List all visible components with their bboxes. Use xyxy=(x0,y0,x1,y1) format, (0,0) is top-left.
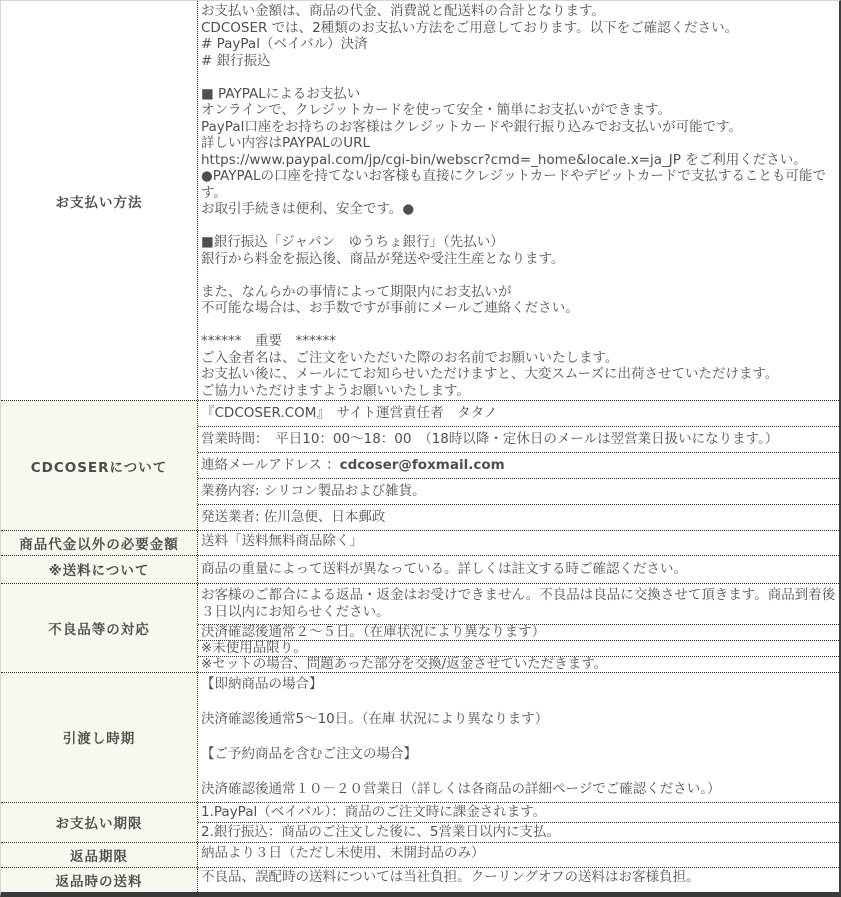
defective-items-cell-3 xyxy=(198,656,839,672)
row-header-about-shipping: ※送料について xyxy=(1,556,197,583)
text-line: ご入金者名は、ご注文をいただいた際のお名前でお願いいたします。 xyxy=(201,349,619,366)
about-cdcoser-cell-3 xyxy=(198,478,839,504)
row-cells-about-shipping xyxy=(197,556,839,583)
table-row-about-cdcoser xyxy=(1,400,839,530)
table-row-about-shipping xyxy=(1,555,839,583)
delivery-time-cell-0 xyxy=(198,673,839,802)
about-shipping-cell-0 xyxy=(198,556,839,583)
text-line: 1.PayPal（ベイバル）：商品のご注文時に課金されます。 xyxy=(201,803,547,820)
text-line: 不良品、誤配時の送料については当社負担。クーリングオフの送料はお客様負担。 xyxy=(201,868,700,885)
table-row-extra-fees xyxy=(1,530,839,555)
table-row-return-deadline xyxy=(1,842,839,867)
about-cdcoser-cell-1 xyxy=(198,426,839,452)
return-shipping-cost-cell-0 xyxy=(198,868,839,892)
row-cells-extra-fees xyxy=(197,531,839,555)
email-address: cdcoser@foxmail.com xyxy=(339,457,505,473)
text-line: https://www.paypal.com/jp/cgi-bin/webscr?cmd=_home&locale.x=ja_JP をご利用ください。 xyxy=(201,151,807,168)
text-line: 営業時間： 平日10：00～18：00 （18時以降・定休日のメールは翌営業日扱いになります。） xyxy=(201,431,779,447)
text-line: お支払い金額は、商品の代金、消費説と配送料の合計となります。 xyxy=(201,3,605,19)
text-line: 商品の重量によって送料が異なっている。詳しくは註文する時ご確認ください。 xyxy=(201,561,687,577)
row-cells-return-shipping-cost xyxy=(197,868,839,892)
text-line xyxy=(201,693,836,711)
text-line: ■ PAYPALによるお支払い xyxy=(201,85,361,102)
text-line xyxy=(201,728,836,746)
text-line: 銀行から料金を振込後、商品が発送や受注生産となります。 xyxy=(201,250,565,267)
defective-items-cell-1 xyxy=(198,624,839,640)
row-header-payment-method: お支払い方法 xyxy=(1,1,197,400)
row-cells-defective-items xyxy=(197,584,839,672)
text-line: ※セットの場合、問題あった部分を交換/返金させていただきます。 xyxy=(201,655,608,672)
row-cells-about-cdcoser xyxy=(197,401,839,530)
text-line: 不可能な場合は、お手数ですが事前にメールご連絡ください。 xyxy=(201,300,579,316)
extra-fees-cell-0 xyxy=(198,531,839,555)
defective-items-cell-0 xyxy=(198,584,839,624)
table-row-payment-deadline xyxy=(1,802,839,842)
text-line: オンラインで、クレジットカードを使って安全・簡単にお支払いができます。 xyxy=(201,102,672,118)
about-cdcoser-cell-0 xyxy=(198,401,839,426)
text-line: 送料「送料無料商品除く」 xyxy=(201,533,363,549)
text-line: 納品より３日（ただし未使用、未開封品のみ） xyxy=(201,844,485,861)
text-line xyxy=(201,317,836,334)
text-line: ■銀行振込「ジャパン ゆうちょ銀行」（先払い） xyxy=(201,234,504,250)
text-line: 詳しい内容はPAYPALのURL xyxy=(201,135,371,151)
about-cdcoser-cell-4 xyxy=(198,504,839,530)
text-line: また、なんらかの事情によって期限内にお支払いが xyxy=(201,283,512,300)
text-line xyxy=(201,267,836,284)
text-line: お客様のご都合による返品・返金はお受けできません。不良品は良品に交換させて頂きます。商品到着後３日以内にお知らせください。 xyxy=(201,586,836,620)
text-line: 【即納商品の場合】 xyxy=(201,675,323,692)
text-line: PayPal口座をお持ちのお客様はクレジットカードや銀行振り込みでお支払いが可能です。 xyxy=(201,118,743,135)
row-header-delivery-time: 引渡し時期 xyxy=(1,673,197,802)
text-line: 決済確認後通常１０－２０営業日（詳しくは各商品の詳細ページでご確認ください。） xyxy=(201,781,721,798)
text-line: # 銀行振込 xyxy=(201,52,271,69)
defective-items-cell-2 xyxy=(198,640,839,656)
row-header-return-deadline: 返品期限 xyxy=(1,843,197,867)
text-line: ※未使用品限り。 xyxy=(201,639,307,656)
row-header-payment-deadline: お支払い期限 xyxy=(1,803,197,842)
text-line: 『CDCOSER.COM』 サイト運営責任者 タタノ xyxy=(201,405,498,421)
row-cells-payment-method xyxy=(197,1,839,400)
text-line: CDCOSER では、2種類のお支払い方法をご用意しております。以下をご確認ください。 xyxy=(201,19,739,36)
text-line: 発送業者: 佐川急便、日本郵政 xyxy=(201,509,386,525)
row-cells-payment-deadline xyxy=(197,803,839,842)
row-header-about-cdcoser: CDCOSERについて xyxy=(1,401,197,530)
text-line: お取引手続きは便利、安全です。● xyxy=(201,201,415,217)
text-line: 2.銀行振込：商品のご注文した後に、5営業日以内に支払。 xyxy=(201,823,560,840)
text-line xyxy=(201,763,836,781)
text-line: ●PAYPALの口座を持てないお客様も直接にクレジットカードやデビットカードで支払することも可能です。 xyxy=(201,168,826,201)
text-line: ご協力いただけますようお願いいたします。 xyxy=(201,382,470,399)
table-row-delivery-time xyxy=(1,672,839,802)
table-row-payment-method xyxy=(1,1,839,400)
payment-deadline-cell-0 xyxy=(198,803,839,822)
return-deadline-cell-0 xyxy=(198,843,839,867)
text-line: ****** 重要 ****** xyxy=(201,333,336,349)
payment-deadline-cell-1 xyxy=(198,822,839,842)
row-header-return-shipping-cost: 返品時の送料 xyxy=(1,868,197,892)
text-line xyxy=(201,457,836,474)
text-line: 決済確認後通常5～10日。（在庫 状況により異なります） xyxy=(201,710,549,727)
text-line: 業務内容: シリコン製品および雑貨。 xyxy=(201,483,426,499)
text-line xyxy=(201,69,836,86)
row-header-extra-fees: 商品代金以外の必要金額 xyxy=(1,531,197,555)
payment-method-cell-0 xyxy=(198,1,839,400)
row-cells-return-deadline xyxy=(197,843,839,867)
text-line: 決済確認後通常２～５日。（在庫状況により異なります） xyxy=(201,623,546,640)
text-line: # PayPal（ベイバル）決済 xyxy=(201,36,368,52)
table-row-defective-items xyxy=(1,583,839,672)
about-cdcoser-cell-2 xyxy=(198,452,839,478)
text-line xyxy=(201,218,836,235)
row-cells-delivery-time xyxy=(197,673,839,802)
text-segment: 連絡メールアドレス ： xyxy=(201,457,340,473)
text-line: 【ご予約商品を含むご注文の場合】 xyxy=(201,745,417,762)
row-header-defective-items: 不良品等の対応 xyxy=(1,584,197,672)
table-row-return-shipping-cost xyxy=(1,867,839,892)
text-line: お支払い後に、メールにてお知らせいただけますと、大変スムーズに出荷させていただけます。 xyxy=(201,366,779,382)
